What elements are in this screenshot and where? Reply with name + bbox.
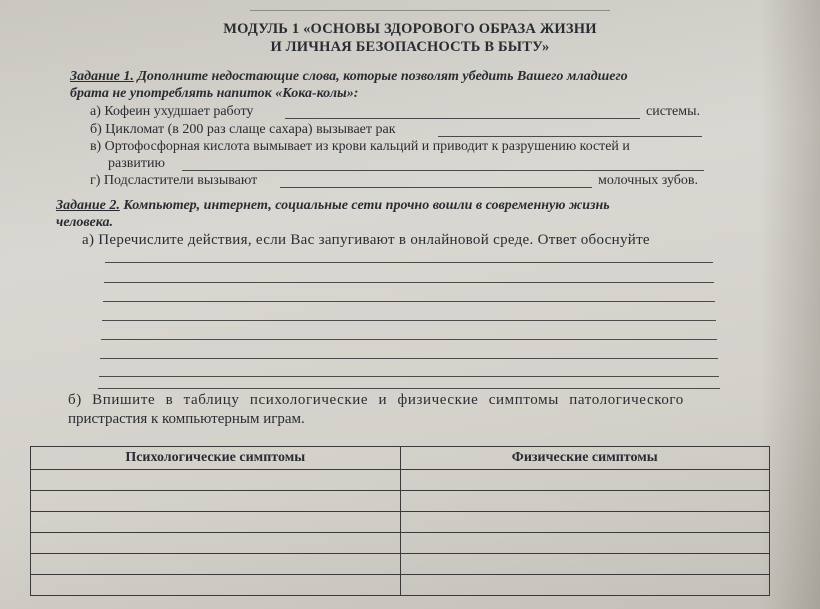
table-row [31,470,770,491]
header-psychological: Психологические симптомы [31,447,401,470]
answer-line[interactable] [103,301,715,302]
task1-item-d-suffix: молочных зубов. [598,173,699,188]
handwritten-scrawl [250,0,610,11]
answer-line[interactable] [98,388,720,389]
answer-line[interactable] [100,358,718,359]
answer-line[interactable] [101,339,717,340]
answer-line[interactable] [105,262,713,263]
task2-question-a: а) Перечислите действия, если Вас запугивают в онлайновой среде. Ответ обоснуйте [82,232,650,248]
table-cell[interactable] [400,470,770,491]
module-header [160,20,660,56]
task2-title [56,197,716,214]
module-title-line2: И ЛИЧНАЯ БЕЗОПАСНОСТЬ В БЫТУ» [270,39,550,55]
header-physical: Физические симптомы [400,447,770,470]
table-row [31,554,770,575]
task2-title-line1: Компьютер, интернет, социальные сети прочно вошли в современную жизнь [123,198,610,213]
table-cell[interactable] [31,554,401,575]
task1-item-a-suffix: системы. [646,104,701,119]
task1-title-line2: брата не употреблять напиток «Кока-колы»: [70,86,359,101]
table-cell[interactable] [31,533,401,554]
task1-label: Задание 1. [70,69,134,84]
task1-title-line1: Дополните недостающие слова, которые позволят убедить Вашего младшего [137,69,628,84]
table-cell[interactable] [400,533,770,554]
task2-question-b-line1: б) Впишите в таблицу психологические и физические симптомы патологического [68,392,684,408]
answer-line[interactable] [102,320,716,321]
task2-label: Задание 2. [56,198,120,213]
task2-question-b-line2: пристрастия к компьютерным играм. [68,411,305,427]
symptoms-table [30,446,770,596]
task2-question-b [68,391,728,429]
task1-item-a: а) Кофеин ухудшает работу [90,104,254,119]
table-row [31,575,770,596]
task1-item-d-blank[interactable] [280,187,592,188]
module-title-line1: МОДУЛЬ 1 «ОСНОВЫ ЗДОРОВОГО ОБРАЗА ЖИЗНИ [223,21,597,37]
table-row [31,533,770,554]
task1-title [70,68,720,85]
page-shadow [760,0,820,609]
task1-item-b: б) Цикломат (в 200 раз слаще сахара) вызывает рак [90,122,396,137]
task1-item-c-blank[interactable] [182,170,704,171]
task1-item-b-blank[interactable] [438,136,702,137]
table-cell[interactable] [400,575,770,596]
task1-item-d: г) Подсластители вызывают [90,173,258,188]
table-cell[interactable] [31,470,401,491]
table-cell[interactable] [31,575,401,596]
answer-line[interactable] [104,282,714,283]
table-header-row [31,447,770,470]
task1-item-c-cont: развитию [108,156,165,171]
table-row [31,512,770,533]
task1-item-a-blank[interactable] [285,118,640,119]
table-cell[interactable] [31,512,401,533]
table-cell[interactable] [400,512,770,533]
table-row [31,491,770,512]
table-cell[interactable] [400,554,770,575]
task1-item-c: в) Ортофосфорная кислота вымывает из крови кальций и приводит к разрушению костей и [90,139,630,154]
answer-line[interactable] [99,376,719,377]
table-cell[interactable] [31,491,401,512]
task2-title-line2: человека. [56,215,113,230]
table-cell[interactable] [400,491,770,512]
